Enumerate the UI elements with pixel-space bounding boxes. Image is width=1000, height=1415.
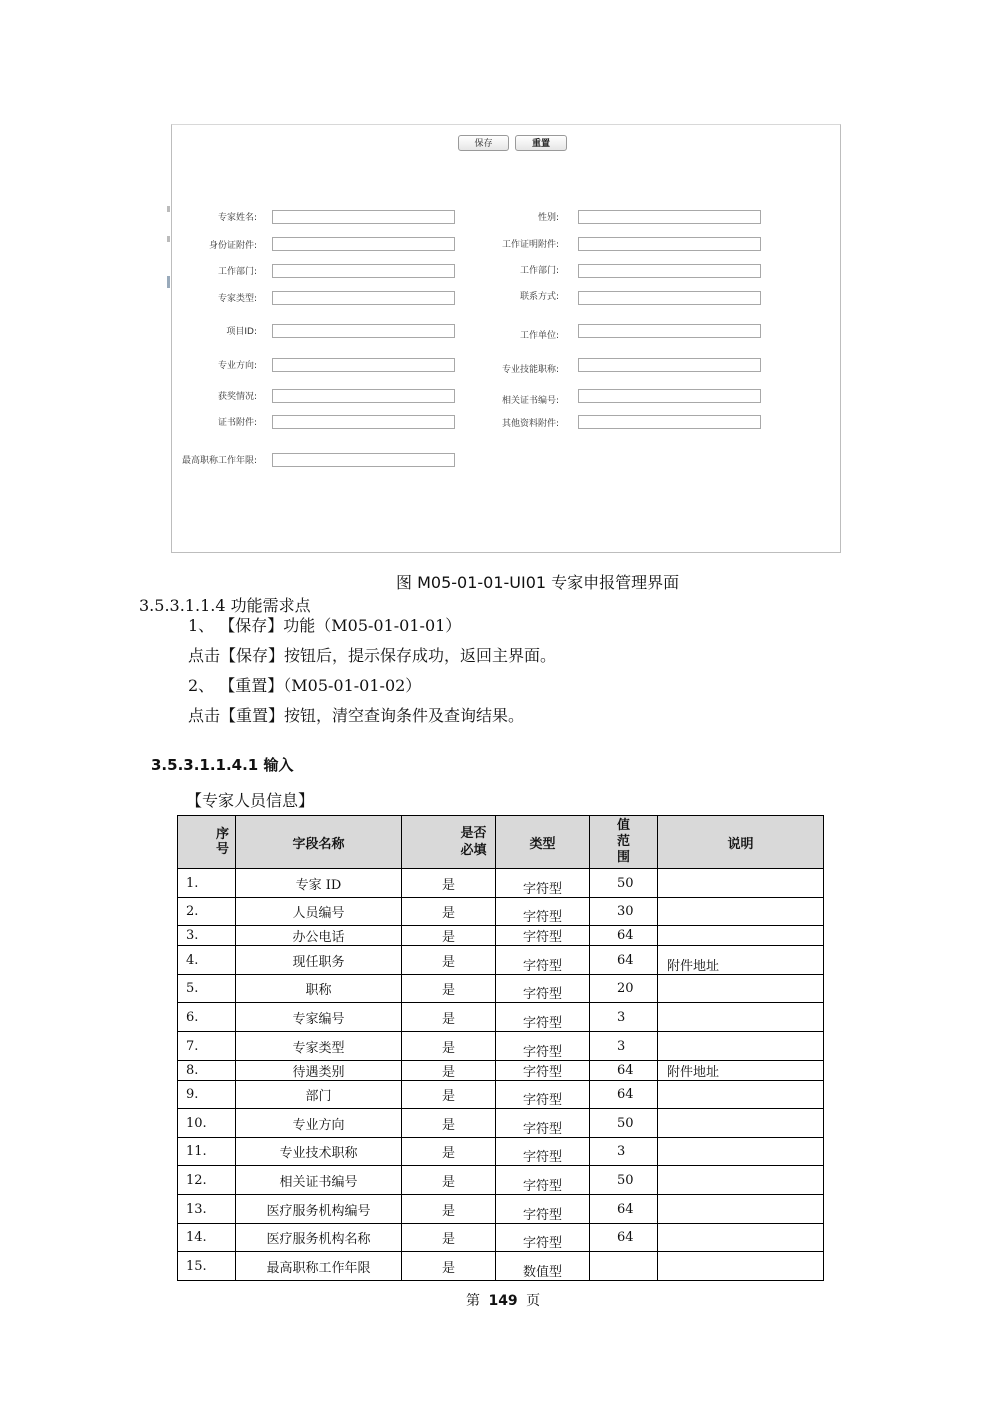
certificate-number-input[interactable]	[578, 389, 761, 403]
field-label: 工作证明附件:	[501, 240, 559, 250]
row-number-cell: 9.	[178, 1081, 236, 1109]
field-name-cell: 医疗服务机构名称	[236, 1224, 402, 1252]
required-cell: 是	[402, 975, 496, 1003]
field-label: 专家类型:	[217, 294, 257, 304]
value-range-cell: 64	[590, 926, 658, 946]
required-cell: 是	[402, 926, 496, 946]
value-range-cell: 3	[590, 1138, 658, 1166]
type-cell: 字符型	[496, 926, 590, 946]
field-name-cell: 人员编号	[236, 898, 402, 926]
required-cell: 是	[402, 898, 496, 926]
certificate-attachment-input[interactable]	[272, 415, 455, 429]
field-label: 专家姓名:	[217, 213, 257, 223]
field-label: 工作部门:	[217, 267, 257, 277]
field-name-cell: 办公电话	[236, 926, 402, 946]
specialty-input[interactable]	[272, 358, 455, 372]
note-cell	[658, 1032, 824, 1061]
field-label: 专业方向:	[217, 361, 257, 371]
type-cell: 字符型	[496, 975, 590, 1003]
note-cell	[658, 1081, 824, 1109]
type-cell: 字符型	[496, 1061, 590, 1081]
other-attachment-input[interactable]	[578, 415, 761, 429]
page-footer	[466, 1290, 540, 1310]
contact-input[interactable]	[578, 291, 761, 305]
field-label: 相关证书编号:	[501, 396, 559, 406]
subheading: 3.5.3.1.1.4.1 输入	[151, 756, 294, 774]
header-cell: 说明	[658, 816, 824, 869]
value-range-cell: 64	[590, 1081, 658, 1109]
field-label: 项目ID:	[226, 327, 257, 337]
row-number-cell: 4.	[178, 946, 236, 975]
value-range-cell: 20	[590, 975, 658, 1003]
field-name-cell: 待遇类别	[236, 1061, 402, 1081]
value-range-cell: 64	[590, 946, 658, 975]
table-row	[178, 898, 824, 926]
row-number-cell: 14.	[178, 1224, 236, 1252]
table-row	[178, 1003, 824, 1032]
note-cell	[658, 926, 824, 946]
required-cell: 是	[402, 1032, 496, 1061]
type-cell: 字符型	[496, 1081, 590, 1109]
type-cell: 字符型	[496, 869, 590, 898]
row-number-cell: 7.	[178, 1032, 236, 1061]
page-number: 149	[488, 1293, 518, 1309]
type-cell: 字符型	[496, 1195, 590, 1224]
required-cell: 是	[402, 1081, 496, 1109]
table-row	[178, 1195, 824, 1224]
row-number-cell: 13.	[178, 1195, 236, 1224]
field-label: 性别:	[537, 213, 559, 223]
required-cell: 是	[402, 1003, 496, 1032]
field-name-cell: 相关证书编号	[236, 1166, 402, 1195]
table-row	[178, 975, 824, 1003]
field-label: 其他资料附件:	[501, 419, 559, 429]
type-cell: 字符型	[496, 1166, 590, 1195]
required-cell: 是	[402, 1224, 496, 1252]
table-row	[178, 1032, 824, 1061]
type-cell: 字符型	[496, 898, 590, 926]
field-label: 身份证附件:	[208, 241, 257, 251]
field-label: 证书附件:	[217, 418, 257, 428]
project-id-input[interactable]	[272, 324, 455, 338]
required-cell: 是	[402, 1109, 496, 1138]
value-range-cell: 30	[590, 898, 658, 926]
value-range-cell: 64	[590, 1061, 658, 1081]
table-caption: 【专家人员信息】	[186, 791, 315, 810]
work-proof-attachment-input[interactable]	[578, 237, 761, 251]
note-cell: 附件地址	[658, 946, 824, 975]
id-card-attachment-input[interactable]	[272, 237, 455, 251]
table-row	[178, 946, 824, 975]
note-cell	[658, 869, 824, 898]
field-name-cell: 专家编号	[236, 1003, 402, 1032]
header-cell: 类型	[496, 816, 590, 869]
value-range-cell: 3	[590, 1003, 658, 1032]
value-range-cell: 64	[590, 1224, 658, 1252]
header-cell: 是否必填	[402, 816, 496, 869]
note-cell	[658, 1224, 824, 1252]
required-cell: 是	[402, 1252, 496, 1281]
item-description: 点击【保存】按钮后，提示保存成功，返回主界面。	[188, 646, 557, 665]
table-header-row	[178, 816, 824, 869]
save-button[interactable]: 保存	[458, 135, 509, 151]
table-row	[178, 1081, 824, 1109]
required-cell: 是	[402, 1138, 496, 1166]
field-label: 专业技能职称:	[501, 365, 559, 375]
row-number-cell: 15.	[178, 1252, 236, 1281]
header-cell: 值范围	[590, 816, 658, 869]
type-cell: 字符型	[496, 946, 590, 975]
required-cell: 是	[402, 1061, 496, 1081]
field-label: 工作部门:	[519, 266, 559, 276]
field-label: 工作单位:	[519, 331, 559, 341]
row-number-cell: 8.	[178, 1061, 236, 1081]
value-range-cell	[590, 1252, 658, 1281]
table-row	[178, 869, 824, 898]
footer-suffix: 页	[526, 1293, 541, 1309]
field-name-cell: 专业方向	[236, 1109, 402, 1138]
note-cell	[658, 1252, 824, 1281]
section-heading: 3.5.3.1.1.4 功能需求点	[139, 596, 311, 615]
side-mark	[167, 276, 170, 288]
expert-name-input[interactable]	[272, 210, 455, 224]
header-cell: 字段名称	[236, 816, 402, 869]
value-range-cell: 50	[590, 1166, 658, 1195]
figure-caption: 图 M05-01-01-UI01 专家申报管理界面	[396, 573, 680, 592]
field-name-cell: 部门	[236, 1081, 402, 1109]
expert-type-input[interactable]	[272, 291, 455, 305]
value-range-cell: 50	[590, 869, 658, 898]
row-number-cell: 6.	[178, 1003, 236, 1032]
note-cell: 附件地址	[658, 1061, 824, 1081]
awards-input[interactable]	[272, 389, 455, 403]
field-name-cell: 专业技术职称	[236, 1138, 402, 1166]
item-title: 1、 【保存】功能（M05-01-01-01）	[188, 616, 462, 635]
field-name-cell: 专家 ID	[236, 869, 402, 898]
field-table	[177, 815, 824, 1281]
table-row	[178, 926, 824, 946]
type-cell: 字符型	[496, 1138, 590, 1166]
side-mark	[167, 206, 170, 212]
field-name-cell: 职称	[236, 975, 402, 1003]
row-number-cell: 5.	[178, 975, 236, 1003]
professional-title-input[interactable]	[578, 358, 761, 372]
field-name-cell: 最高职称工作年限	[236, 1252, 402, 1281]
note-cell	[658, 1166, 824, 1195]
gender-input[interactable]	[578, 210, 761, 224]
expert-form-screenshot	[171, 124, 841, 553]
note-cell	[658, 1138, 824, 1166]
table-row	[178, 1061, 824, 1081]
side-mark	[167, 236, 170, 242]
field-label: 联系方式:	[519, 292, 559, 302]
value-range-cell: 3	[590, 1032, 658, 1061]
type-cell: 字符型	[496, 1109, 590, 1138]
row-number-cell: 11.	[178, 1138, 236, 1166]
field-name-cell: 现任职务	[236, 946, 402, 975]
field-name-cell: 专家类型	[236, 1032, 402, 1061]
table-row	[178, 1224, 824, 1252]
required-cell: 是	[402, 1166, 496, 1195]
header-cell: 序号	[178, 816, 236, 869]
row-number-cell: 10.	[178, 1109, 236, 1138]
item-title: 2、 【重置】（M05-01-01-02）	[188, 676, 422, 695]
note-cell	[658, 975, 824, 1003]
field-label: 获奖情况:	[217, 392, 257, 402]
item-description: 点击【重置】按钮，清空查询条件及查询结果。	[188, 706, 525, 725]
note-cell	[658, 1109, 824, 1138]
work-unit-input[interactable]	[578, 324, 761, 338]
note-cell	[658, 1195, 824, 1224]
note-cell	[658, 898, 824, 926]
table-row	[178, 1252, 824, 1281]
reset-button[interactable]: 重置	[515, 135, 567, 151]
required-cell: 是	[402, 946, 496, 975]
note-cell	[658, 1003, 824, 1032]
title-years-input[interactable]	[272, 453, 455, 467]
type-cell: 字符型	[496, 1224, 590, 1252]
type-cell: 字符型	[496, 1003, 590, 1032]
row-number-cell: 1.	[178, 869, 236, 898]
work-department-input[interactable]	[578, 264, 761, 278]
required-cell: 是	[402, 869, 496, 898]
value-range-cell: 64	[590, 1195, 658, 1224]
field-name-cell: 医疗服务机构编号	[236, 1195, 402, 1224]
type-cell: 数值型	[496, 1252, 590, 1281]
footer-prefix: 第	[466, 1293, 480, 1309]
table-row	[178, 1138, 824, 1166]
table-row	[178, 1109, 824, 1138]
row-number-cell: 2.	[178, 898, 236, 926]
row-number-cell: 3.	[178, 926, 236, 946]
table-row	[178, 1166, 824, 1195]
department-input[interactable]	[272, 264, 455, 278]
type-cell: 字符型	[496, 1032, 590, 1061]
value-range-cell: 50	[590, 1109, 658, 1138]
field-label: 最高职称工作年限:	[181, 456, 257, 466]
required-cell: 是	[402, 1195, 496, 1224]
row-number-cell: 12.	[178, 1166, 236, 1195]
